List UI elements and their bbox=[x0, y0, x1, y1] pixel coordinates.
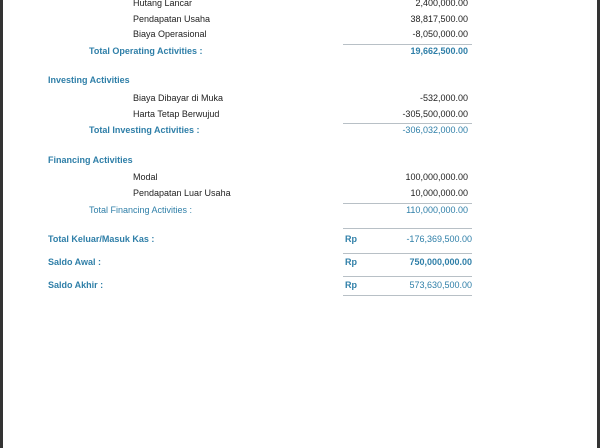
operating-item-label: Biaya Operasional bbox=[133, 29, 207, 39]
saldo-akhir-value: 573,630,500.00 bbox=[409, 280, 472, 290]
divider bbox=[343, 123, 472, 124]
operating-item-value: 2,400,000.00 bbox=[415, 0, 468, 8]
currency-label: Rp bbox=[345, 280, 357, 290]
divider bbox=[343, 44, 472, 45]
financing-header: Financing Activities bbox=[48, 155, 133, 165]
operating-item-label: Pendapatan Usaha bbox=[133, 14, 211, 24]
divider bbox=[343, 295, 472, 296]
saldo-awal-label: Saldo Awal : bbox=[48, 257, 102, 267]
investing-header: Investing Activities bbox=[48, 75, 130, 85]
investing-item-label: Harta Tetap Berwujud bbox=[133, 109, 220, 119]
investing-item-value: -532,000.00 bbox=[419, 93, 468, 103]
total-financing-label: Total Financing Activities : bbox=[89, 205, 193, 215]
operating-item-value: 38,817,500.00 bbox=[410, 14, 468, 24]
operating-item-label: Hutang Lancar bbox=[133, 0, 193, 8]
total-investing-label: Total Investing Activities : bbox=[89, 125, 200, 135]
currency-label: Rp bbox=[345, 234, 357, 244]
divider bbox=[343, 203, 472, 204]
divider bbox=[343, 228, 472, 229]
investing-item-label: Biaya Dibayar di Muka bbox=[133, 93, 224, 103]
financing-item-label: Modal bbox=[133, 172, 158, 182]
total-cash-flow-label: Total Keluar/Masuk Kas : bbox=[48, 234, 155, 244]
total-operating-value: 19,662,500.00 bbox=[410, 46, 468, 56]
total-cash-flow-value: -176,369,500.00 bbox=[406, 234, 472, 244]
total-investing-value: -306,032,000.00 bbox=[402, 125, 468, 135]
financing-item-value: 10,000,000.00 bbox=[410, 188, 468, 198]
financing-item-label: Pendapatan Luar Usaha bbox=[133, 188, 231, 198]
divider bbox=[343, 276, 472, 277]
divider bbox=[343, 253, 472, 254]
currency-label: Rp bbox=[345, 257, 357, 267]
saldo-akhir-label: Saldo Akhir : bbox=[48, 280, 104, 290]
investing-item-value: -305,500,000.00 bbox=[402, 109, 468, 119]
total-financing-value: 110,000,000.00 bbox=[406, 205, 468, 215]
operating-item-value: -8,050,000.00 bbox=[412, 29, 468, 39]
total-operating-label: Total Operating Activities : bbox=[89, 46, 203, 56]
saldo-awal-value: 750,000,000.00 bbox=[409, 257, 472, 267]
financing-item-value: 100,000,000.00 bbox=[405, 172, 468, 182]
